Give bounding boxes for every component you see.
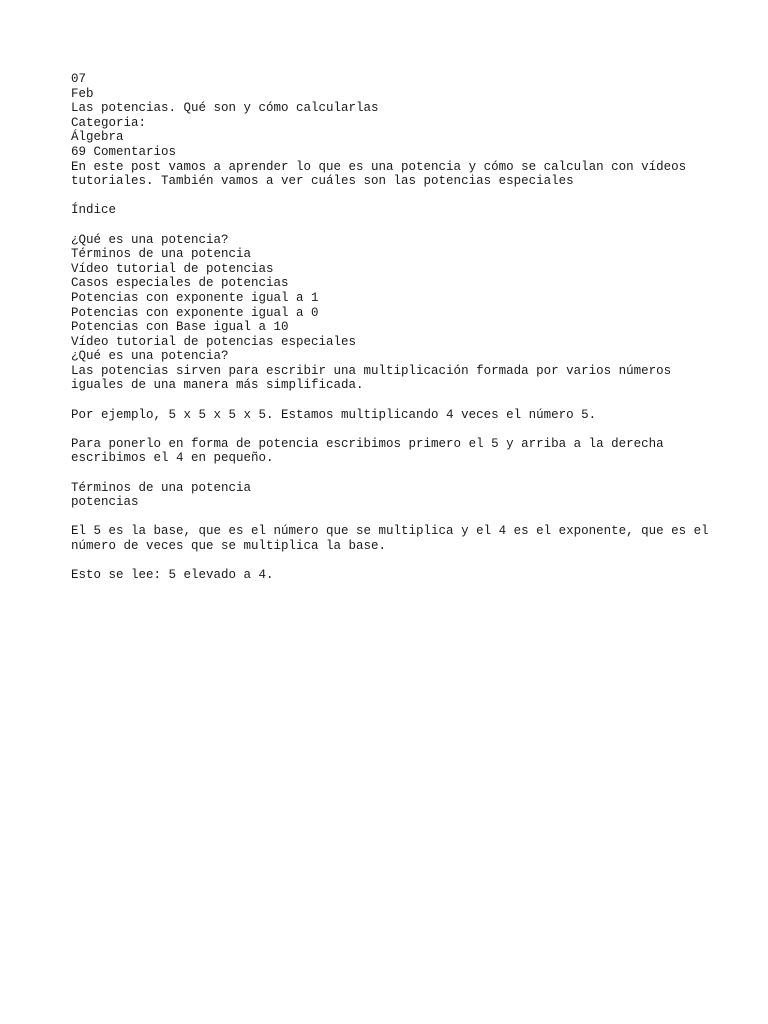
index-heading: Índice [71,203,117,218]
spacer [71,422,711,437]
spacer [71,554,711,569]
post-title[interactable]: Las potencias. Qué son y cómo calcularlas [71,101,379,116]
index-item-video-especiales[interactable]: Vídeo tutorial de potencias especiales [71,334,357,349]
spacer [71,393,711,408]
paragraph: El 5 es la base, que es el número que se multiplica y el 4 es el exponente, que es el número de veces que se multiplica la base. [71,524,717,553]
comments-link[interactable]: 69 Comentarios [71,144,177,159]
paragraph: Para ponerlo en forma de potencia escribimos primero el 5 y arriba a la derecha escribimos el 4 en pequeño. [71,436,672,466]
document-body [71,72,717,583]
spacer [71,466,711,481]
spacer [71,189,711,204]
index-item-terminos[interactable]: Términos de una potencia [71,247,252,262]
index-item-exponente-1[interactable]: Potencias con exponente igual a 1 [71,290,319,305]
index-item-base-10[interactable]: Potencias con Base igual a 10 [71,320,289,335]
intro-paragraph: En este post vamos a aprender lo que es una potencia y cómo se calculan con vídeos tutoriales. También vamos a ver cuáles son las potencias especiales [71,159,694,189]
post-month: Feb [71,86,94,101]
paragraph: Las potencias sirven para escribir una multiplicación formada por varios números iguales de una manera más simplificada. [71,363,679,393]
category-label: Categoria: [71,115,147,130]
post-day: 07 [71,72,87,86]
index-item-casos-especiales[interactable]: Casos especiales de potencias [71,276,289,291]
image-alt-text: potencias [71,495,139,510]
section-heading-terminos: Términos de una potencia [71,480,252,495]
paragraph: Esto se lee: 5 elevado a 4. [71,568,274,583]
spacer [71,218,711,233]
spacer [71,510,711,525]
category-link[interactable]: Álgebra [71,130,124,145]
paragraph: Por ejemplo, 5 x 5 x 5 x 5. Estamos multiplicando 4 veces el número 5. [71,407,597,422]
index-item-que-es[interactable]: ¿Qué es una potencia? [71,232,229,247]
index-item-video-tutorial[interactable]: Vídeo tutorial de potencias [71,261,274,276]
section-heading-que-es: ¿Qué es una potencia? [71,349,229,364]
index-item-exponente-0[interactable]: Potencias con exponente igual a 0 [71,305,319,320]
